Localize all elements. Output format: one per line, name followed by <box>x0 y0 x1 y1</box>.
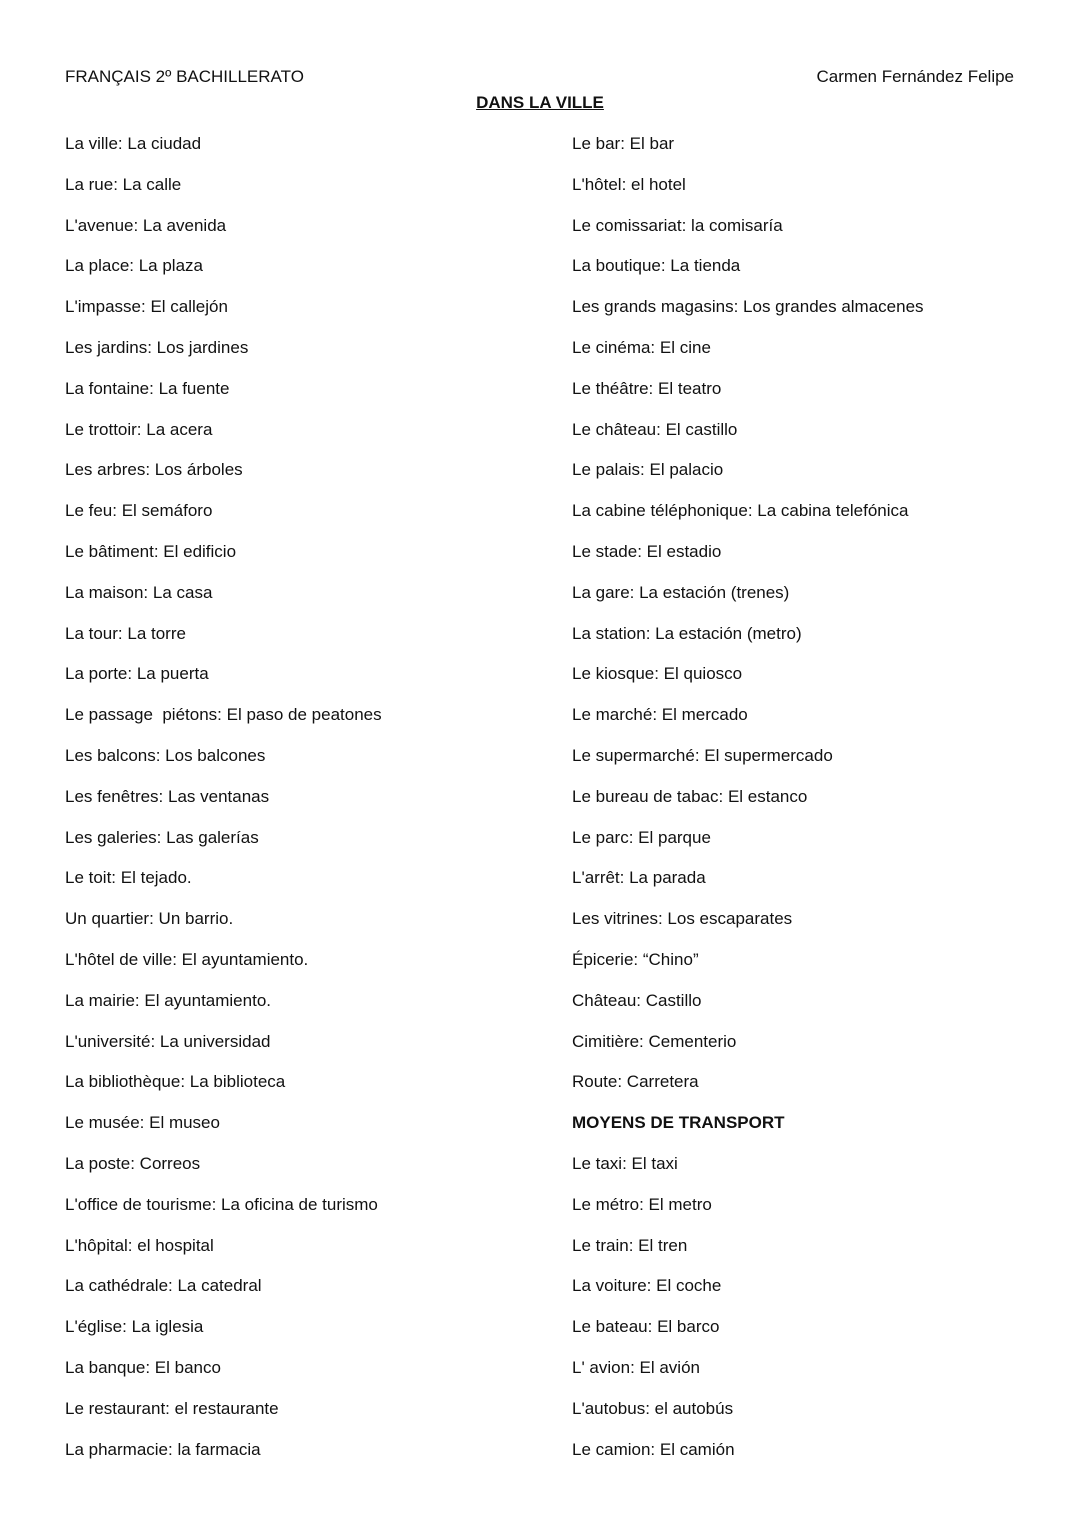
vocab-item: Le camion: El camión <box>572 1439 735 1459</box>
vocab-item: La cathédrale: La catedral <box>65 1276 262 1296</box>
vocab-item: L'hôtel: el hotel <box>572 174 686 194</box>
section-heading-transport: MOYENS DE TRANSPORT <box>572 1113 785 1133</box>
vocab-item: Le bâtiment: El edificio <box>65 541 237 561</box>
vocab-item: Cimitière: Cementerio <box>572 1031 737 1051</box>
vocab-item: La porte: La puerta <box>65 664 209 684</box>
vocab-item: Château: Castillo <box>572 990 702 1010</box>
vocab-item: Les fenêtres: Las ventanas <box>65 786 270 806</box>
vocab-item: Le marché: El mercado <box>572 705 748 725</box>
vocab-item: Épicerie: “Chino” <box>572 949 699 969</box>
vocab-item: Le parc: El parque <box>572 827 711 847</box>
vocab-item: Le trottoir: La acera <box>65 419 213 439</box>
vocab-item: Le bateau: El barco <box>572 1317 720 1337</box>
vocab-item: Le toit: El tejado. <box>65 868 192 888</box>
vocab-item: La cabine téléphonique: La cabina telefónica <box>572 501 909 521</box>
vocab-item: Un quartier: Un barrio. <box>65 909 234 929</box>
vocab-item: L'impasse: El callejón <box>65 297 228 317</box>
vocab-item: La maison: La casa <box>65 582 213 602</box>
vocab-item: Le palais: El palacio <box>572 460 724 480</box>
vocab-item: La fontaine: La fuente <box>65 378 230 398</box>
vocab-item: La voiture: El coche <box>572 1276 722 1296</box>
course-header: FRANÇAIS 2º BACHILLERATO <box>65 67 304 86</box>
vocab-item: L'hôtel de ville: El ayuntamiento. <box>65 949 309 969</box>
vocab-item: La ville: La ciudad <box>65 134 202 153</box>
vocab-item: La rue: La calle <box>65 174 182 194</box>
vocab-item: Le bar: El bar <box>572 134 675 153</box>
vocab-item: La pharmacie: la farmacia <box>65 1439 261 1459</box>
vocab-item: Le stade: El estadio <box>572 541 722 561</box>
vocab-item: La tour: La torre <box>65 623 186 643</box>
vocab-item: L'arrêt: La parada <box>572 868 706 888</box>
page-title <box>0 92 1080 114</box>
vocab-item: L'hôpital: el hospital <box>65 1235 214 1255</box>
vocab-item: La bibliothèque: La biblioteca <box>65 1072 286 1092</box>
vocab-item: Le château: El castillo <box>572 419 738 439</box>
vocab-item: L' avion: El avión <box>572 1357 700 1377</box>
vocab-item: Les grands magasins: Los grandes almacenes <box>572 297 924 317</box>
page-title-text: DANS LA VILLE <box>476 93 604 112</box>
vocab-item: Le kiosque: El quiosco <box>572 664 743 684</box>
vocab-item: Le théâtre: El teatro <box>572 378 722 398</box>
vocab-item: Le musée: El museo <box>65 1113 220 1133</box>
vocab-item: Le feu: El semáforo <box>65 501 213 521</box>
author-header: Carmen Fernández Felipe <box>816 67 1014 86</box>
vocab-item: La place: La plaza <box>65 256 203 276</box>
vocab-item: L'autobus: el autobús <box>572 1398 734 1418</box>
vocab-item: La station: La estación (metro) <box>572 623 802 643</box>
vocab-item: L'église: La iglesia <box>65 1317 204 1337</box>
vocabulary-list-left <box>65 133 545 1479</box>
vocab-item: Le métro: El metro <box>572 1194 712 1214</box>
vocab-item: Le supermarché: El supermercado <box>572 745 833 765</box>
vocab-item: Le train: El tren <box>572 1235 688 1255</box>
vocab-item: Les arbres: Los árboles <box>65 460 243 480</box>
vocab-item: Le bureau de tabac: El estanco <box>572 786 808 806</box>
vocab-item: Les jardins: Los jardines <box>65 337 249 357</box>
vocab-item: Route: Carretera <box>572 1072 699 1092</box>
vocab-item: Le taxi: El taxi <box>572 1153 678 1173</box>
vocab-item: La gare: La estación (trenes) <box>572 582 790 602</box>
vocab-item: Le passage piétons: El paso de peatones <box>65 705 382 725</box>
vocab-item: La banque: El banco <box>65 1357 221 1377</box>
vocabulary-list-right <box>572 133 1052 1479</box>
vocab-item: L'office de tourisme: La oficina de turismo <box>65 1194 378 1214</box>
vocab-item: La poste: Correos <box>65 1153 201 1173</box>
vocab-item: La mairie: El ayuntamiento. <box>65 990 271 1010</box>
vocab-item: Les balcons: Los balcones <box>65 745 266 765</box>
vocab-item: L'université: La universidad <box>65 1031 271 1051</box>
vocab-item: La boutique: La tienda <box>572 256 741 276</box>
vocab-item: Le restaurant: el restaurante <box>65 1398 279 1418</box>
vocab-item: L'avenue: La avenida <box>65 215 227 235</box>
vocab-item: Les vitrines: Los escaparates <box>572 909 793 929</box>
vocab-item: Le comissariat: la comisaría <box>572 215 783 235</box>
vocab-item: Les galeries: Las galerías <box>65 827 259 847</box>
vocab-item: Le cinéma: El cine <box>572 337 711 357</box>
